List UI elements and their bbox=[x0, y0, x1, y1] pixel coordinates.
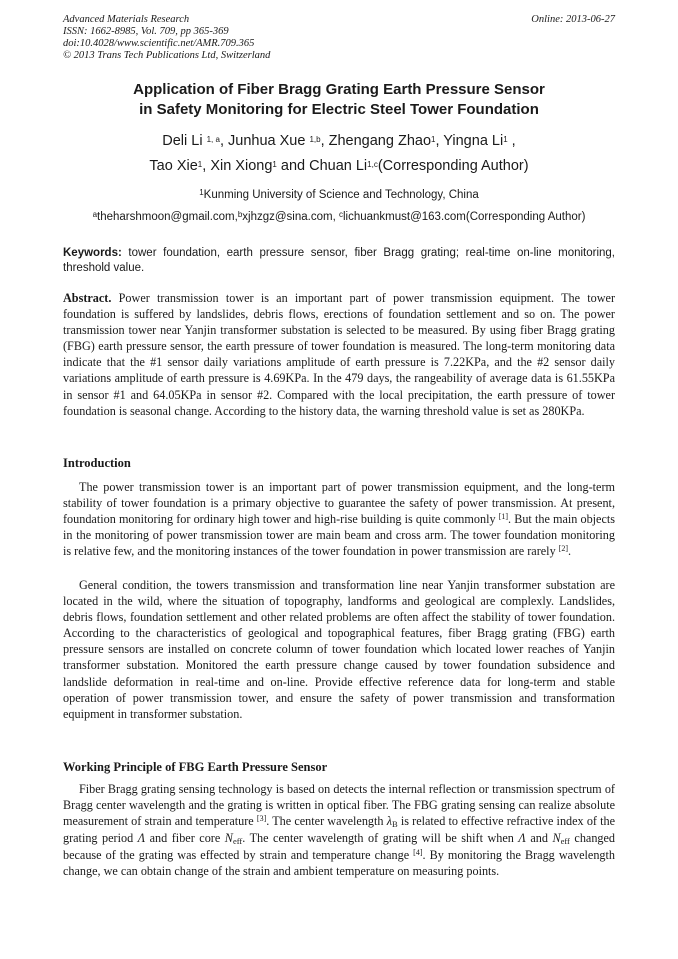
keywords-text: tower foundation, earth pressure sensor, fiber Bragg grating; real-time on-line monitoring, threshold value. bbox=[63, 247, 615, 274]
paragraph-text: changed because of the grating was effected by strain and temperature change bbox=[63, 831, 616, 863]
citation[interactable]: [3] bbox=[256, 814, 267, 824]
n-subscript: eff bbox=[232, 836, 243, 847]
doi-line: doi:10.4028/www.scientific.net/AMR.709.365 bbox=[63, 38, 255, 49]
paragraph-text: and fiber core bbox=[149, 831, 221, 846]
paragraph-text: is related to effective refractive index of the grating period bbox=[63, 814, 616, 846]
title-line-1: Application of Fiber Bragg Grating Earth Pressure Sensor bbox=[133, 81, 545, 98]
citation[interactable]: [2] bbox=[558, 544, 569, 554]
paper-title bbox=[40, 80, 638, 120]
author-sup: 1,b bbox=[309, 135, 321, 144]
title-line-2: in Safety Monitoring for Electric Steel Tower Foundation bbox=[139, 101, 539, 118]
grating-period-symbol: Λ bbox=[518, 831, 526, 846]
abstract bbox=[63, 290, 615, 419]
author-sup: 1 bbox=[197, 160, 203, 169]
author-sup: 1 bbox=[503, 135, 508, 144]
grating-period-symbol: Λ bbox=[137, 831, 146, 846]
n-subscript: eff bbox=[560, 836, 570, 847]
author-name: Xin Xiong bbox=[210, 158, 273, 174]
affiliation-text: Kunming University of Science and Technology, China bbox=[203, 189, 479, 201]
email-link[interactable]: lichuankmust@163.com(Corresponding Author) bbox=[342, 211, 586, 223]
paragraph-text: The power transmission tower is an important part of power transmission equipment, and the long-term stability of tower foundation is a primary objective to guarantee the safety of power transmission. At present, foundation monitoring for ordinary high tower and high-rise building is quite commonly bbox=[63, 480, 615, 527]
n-symbol: N bbox=[552, 831, 561, 846]
author-line-1: Deli Li $^{1, a}$, Junhua Xue $^{1,b}$, Zhengang Zhao$^1$, Yingna Li$^1$ , bbox=[162, 133, 516, 149]
author-sup: 1 bbox=[272, 160, 277, 169]
citation[interactable]: [1] bbox=[498, 512, 509, 522]
corresponding-note: (Corresponding Author) bbox=[377, 158, 529, 174]
author-sup: 1, a bbox=[206, 135, 220, 144]
journal-header bbox=[63, 14, 615, 62]
author-name: Chuan Li bbox=[309, 158, 368, 174]
author-and: and bbox=[280, 158, 306, 174]
lambda-subscript: B bbox=[391, 819, 398, 830]
email-link[interactable]: xjhzgz@sina.com, bbox=[242, 211, 336, 223]
author-name: Zhengang Zhao bbox=[328, 133, 432, 149]
lambda-symbol: λ bbox=[386, 814, 392, 829]
email-line bbox=[40, 210, 638, 224]
citation[interactable]: [4] bbox=[413, 848, 423, 858]
section-heading-principle: Working Principle of FBG Earth Pressure Sensor bbox=[63, 760, 328, 774]
intro-paragraph-1 bbox=[63, 479, 615, 559]
email-link[interactable]: theharshmoon@gmail.com, bbox=[97, 211, 238, 223]
paragraph-text: . The center wavelength of grating will be shift when bbox=[242, 831, 514, 846]
abstract-label: Abstract. bbox=[63, 291, 112, 305]
affiliation bbox=[40, 188, 638, 202]
paragraph-text: . But the main objects in the monitoring of power transmission tower are main beam and cross arm. The tower foundation monitoring is relative few, and the monitoring instances of the tower foundation in power transmission are rarely bbox=[63, 512, 616, 559]
journal-name: Advanced Materials Research bbox=[63, 14, 190, 25]
keywords bbox=[63, 246, 615, 276]
principle-paragraph bbox=[63, 781, 615, 880]
n-symbol: N bbox=[224, 831, 233, 846]
keywords-label: Keywords: bbox=[63, 247, 122, 259]
author-name: Junhua Xue bbox=[228, 133, 306, 149]
author-name: Tao Xie bbox=[149, 158, 198, 174]
author-name: Yingna Li bbox=[443, 133, 504, 149]
paragraph-text: . By monitoring the Bragg wavelength change, we can obtain change of the strain and ambient temperature on measuring points. bbox=[63, 848, 615, 879]
paragraph-text: Fiber Bragg grating sensing technology is based on detects the internal reflection or transmission spectrum of Bragg center wavelength and the grating is written in optical fiber. The FBG grating sensing can realize absolute measurement of strain and temperature bbox=[63, 782, 615, 829]
section-heading-introduction: Introduction bbox=[63, 456, 131, 470]
copyright-line: © 2013 Trans Tech Publications Ltd, Switzerland bbox=[63, 50, 271, 61]
issn-line: ISSN: 1662-8985, Vol. 709, pp 365-369 bbox=[63, 26, 229, 37]
affiliation-sup: 1 bbox=[199, 188, 204, 197]
author-line-2: Tao Xie$^1$, Xin Xiong$^1$ and Chuan Li$^{1,c}$(Corresponding Author) bbox=[149, 158, 529, 174]
author-list bbox=[40, 129, 638, 179]
abstract-text: Power transmission tower is an important part of power transmission equipment. The tower foundation is suffered by landslides, debris flows, erections of foundation settlement and so on. The power transmission tower near Yanjin transformer substation is selected to be measured. By using fiber Bragg grating (FBG) earth pressure sensor, the earth pressure of tower foundation is measured. The long-term monitoring data indicate that the #1 sensor daily variations amplitude of earth pressure is 7.22KPa, and the #2 sensor daily variations amplitude of earth pressure is 4.69KPa. In the 479 days, the rangeability of average data is 61.55KPa in sensor #1 and 64.05KPa in sensor #2. Compared with the local precipitation, the earth pressure of tower foundation is seasonal change. According to the history data, the warning threshold value is set as 280KPa. bbox=[63, 291, 616, 418]
author-sup: 1 bbox=[431, 135, 436, 144]
author-sup: 1,c bbox=[367, 160, 378, 169]
online-date: Online: 2013-06-27 bbox=[531, 14, 615, 25]
paragraph-text: . bbox=[568, 544, 572, 559]
email-sup: b bbox=[237, 210, 243, 219]
paragraph-text: . The center wavelength bbox=[266, 814, 384, 829]
email-sup: a bbox=[92, 210, 98, 219]
email-sup: c bbox=[338, 210, 343, 219]
intro-paragraph-2: General condition, the towers transmission and transformation line near Yanjin transformer substation are located in the wild, where the situation of topography, landforms and geological are complexly. Landslides, debris flows, foundation settlement and other related problems are often affect the stability of tower foundation. According to the characteristics of geological and topographical features, fiber Bragg grating (FBG) earth pressure sensors are installed on concrete column of tower foundation which located lower reaches of Yanjin transformer substation. Monitored the earth pressure change caused by tower foundation subsidence and landslide deformation in real-time and on-line. Provide effective reference data for long-term and stable operation of power transmission tower, and ensure the safety of power transmission and transformation equipment in transformer substation. bbox=[63, 578, 615, 721]
author-name: Deli Li bbox=[162, 133, 203, 149]
paragraph-text: and bbox=[530, 831, 548, 846]
